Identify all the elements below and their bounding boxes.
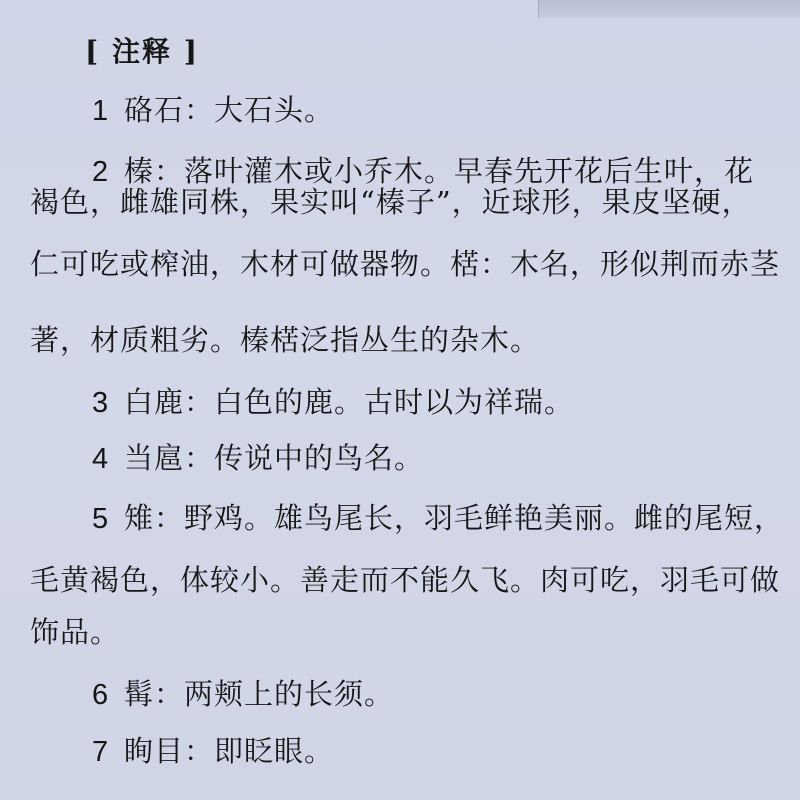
item-text-continued: 毛黄褐色，体较小。善走而不能久飞。肉可吃，羽毛可做: [30, 563, 781, 597]
annotation-item-7: [92, 734, 335, 768]
item-text-continued: 仁可吃或榨油，木材可做器物。楛：木名，形似荆而赤茎: [30, 247, 781, 281]
item-text: 髯：两颊上的长须。: [124, 677, 395, 711]
item-text-continued: 饰品。: [30, 615, 121, 649]
item-number: 5: [92, 503, 110, 535]
item-text: 硌石：大石头。: [124, 93, 335, 127]
annotation-heading: [ 注释 ]: [85, 35, 199, 68]
item-number: 1: [92, 95, 110, 127]
annotation-item-2: [92, 154, 755, 188]
annotation-item-6: [92, 677, 395, 711]
annotation-item-4: [92, 441, 425, 475]
item-number: 4: [92, 443, 110, 475]
annotation-item-5: [92, 501, 785, 535]
item-text-continued: 著，材质粗劣。榛楛泛指丛生的杂木。: [30, 323, 541, 357]
item-number: 3: [92, 387, 110, 419]
item-text: 白鹿：白色的鹿。古时以为祥瑞。: [124, 385, 575, 419]
annotation-item-3: [92, 385, 575, 419]
annotation-item-1: [92, 93, 335, 127]
item-text: 榛：落叶灌木或小乔木。早春先开花后生叶，花: [124, 154, 755, 188]
item-text: 当扈：传说中的鸟名。: [124, 441, 425, 475]
item-number: 2: [92, 156, 110, 188]
item-text-continued: 褐色，雌雄同株，果实叫“榛子”，近球形，果皮坚硬，: [30, 185, 752, 219]
item-text: 雉：野鸡。雄鸟尾长，羽毛鲜艳美丽。雌的尾短，: [124, 501, 785, 535]
item-number: 7: [92, 736, 110, 768]
item-number: 6: [92, 679, 110, 711]
item-text: 眴目：即眨眼。: [124, 734, 335, 768]
